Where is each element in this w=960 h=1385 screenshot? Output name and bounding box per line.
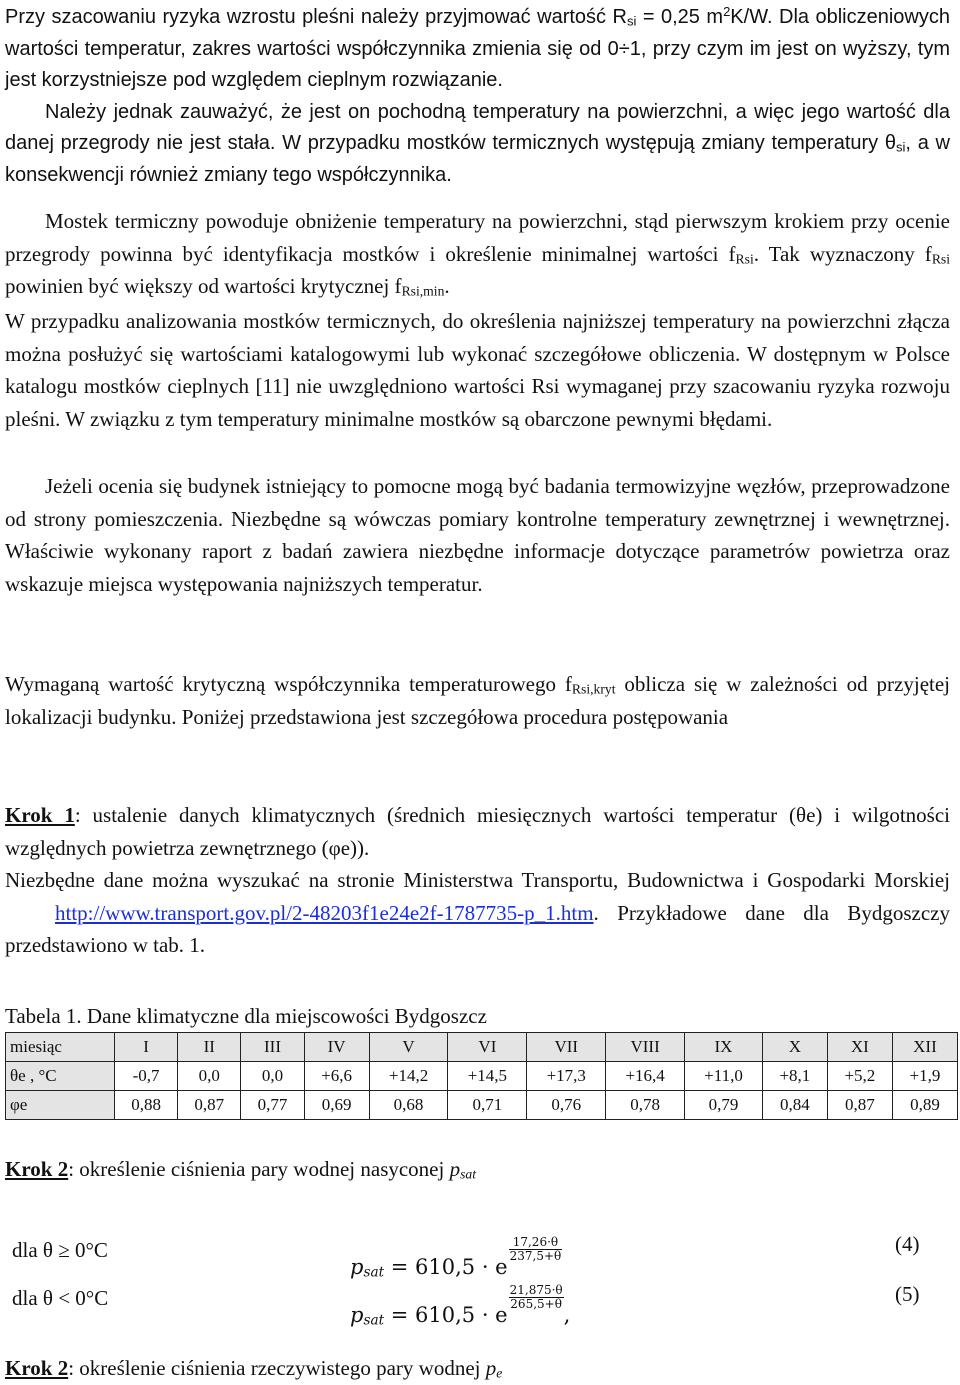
table-cell: +5,2 — [827, 1062, 892, 1091]
table-header-row — [6, 1033, 958, 1062]
table-cell: 0,87 — [827, 1091, 892, 1120]
table-cell: IX — [685, 1033, 763, 1062]
eq-lhs: p — [350, 1255, 364, 1279]
table-cell: 0,0 — [241, 1062, 304, 1091]
table-cell: +14,5 — [448, 1062, 527, 1091]
paragraph-thermal-bridge: Mostek termiczny powoduje obniżenie temperatury na powierzchni, stąd pierwszym krokiem przy ocenie przegrody powinna być identyfikacja mostków i określenie minimalnej wartości $f_{Rsi}$. Tak wyznaczony $f_{Rsi}$ powinien być większy od wartości krytycznej $f_{Rsi,min}$. — [5, 209, 951, 299]
table-cell: +14,2 — [369, 1062, 448, 1091]
table-row-label: φe — [6, 1091, 115, 1120]
paragraph-step-3: Krok 2: określenie ciśnienia rzeczywistego pary wodnej $p_e$ — [5, 1356, 503, 1381]
table-cell: VII — [527, 1033, 606, 1062]
table-row-label: miesiąc — [6, 1033, 115, 1062]
table-cell: -0,7 — [115, 1062, 178, 1091]
table-cell: IV — [304, 1033, 369, 1062]
table-row — [6, 1062, 958, 1091]
table-cell: XI — [827, 1033, 892, 1062]
paragraph-step-1: Krok 1: ustalenie danych klimatycznych (średnich miesięcznych wartości temperatur (θe) i wilgotności względnych powietrza zewnętrznego (φe)). Niezbędne dane można wyszukać na stronie Ministerstwa Transportu, Budownictwa i Gospodarki Morskiej http://www.transport.gov.pl/2-48203f1e24e2f-1787735-p_1.htm. Przykładowe dane dla Bydgoszczy przedstawiono w tab. 1. — [5, 803, 950, 958]
step-1-label: Krok 1 — [5, 803, 75, 827]
ministry-data-link[interactable]: http://www.transport.gov.pl/2-48203f1e24e2f-1787735-p_1.htm — [55, 900, 594, 925]
eq-exp-denominator: 265,5+θ — [510, 1297, 562, 1311]
equation-number: (5) — [895, 1282, 920, 1306]
table-cell: 0,76 — [527, 1091, 606, 1120]
table-caption: Tabela 1. Dane klimatyczne dla miejscowości Bydgoszcz — [5, 1004, 487, 1028]
equation-number: (4) — [895, 1232, 920, 1256]
table-cell: 0,0 — [178, 1062, 241, 1091]
table-cell: III — [241, 1033, 304, 1062]
paragraph-critical-factor: Wymaganą wartość krytyczną współczynnika temperaturowego $f_{Rsi,kryt}$ oblicza się w zależności od przyjętej lokalizacji budynku. Poniżej przedstawiona jest szczegółowa procedura postępowania — [5, 672, 951, 729]
eq-rhs: = 610,5 · e — [384, 1255, 508, 1279]
table-cell: I — [115, 1033, 178, 1062]
table-cell: +8,1 — [762, 1062, 827, 1091]
table-cell: +11,0 — [685, 1062, 763, 1091]
table-cell: +1,9 — [892, 1062, 957, 1091]
table-row-label: θe , °C — [6, 1062, 115, 1091]
equation-formula — [350, 1236, 562, 1279]
eq-exponent — [509, 1236, 563, 1263]
table-row — [6, 1091, 958, 1120]
paragraph-mold-risk: Przy szacowaniu ryzyka wzrostu pleśni należy przyjmować wartość $R_{si} = 0,25$ $m^2K/W$. Dla obliczeniowych wartości temperatur, zakres wartości współczynnika zmienia się od 0÷1, przy czym im jest on wyższy, tym jest korzystniejsze pod względem cieplnym rozwiązanie. Należy jednak zauważyć, że jest on pochodną temperatury na powierzchni, a więc jego wartość dla danej przegrody nie jest stała. W przypadku mostków termicznych występują zmiany temperatury $\theta_{si}$, a w konsekwencji również zmiany tego współczynnika. — [5, 3, 950, 186]
eq-exp-numerator: 17,26·θ — [509, 1236, 563, 1250]
table-cell: V — [369, 1033, 448, 1062]
table-cell: VI — [448, 1033, 527, 1062]
table-cell: VIII — [606, 1033, 685, 1062]
eq-tail: , — [563, 1303, 571, 1327]
equation-condition: dla θ < 0°C — [12, 1286, 109, 1310]
eq-lhs-sub: sat — [363, 1264, 385, 1281]
step-3-label: Krok 2 — [5, 1356, 69, 1380]
eq-exp-numerator: 21,875·θ — [509, 1283, 563, 1297]
table-cell: II — [178, 1033, 241, 1062]
table-cell: 0,88 — [115, 1091, 178, 1120]
table-cell: +17,3 — [527, 1062, 606, 1091]
table-cell: XII — [892, 1033, 957, 1062]
eq-exponent — [509, 1284, 564, 1311]
eq-lhs-sub: sat — [363, 1312, 385, 1329]
table-cell: 0,68 — [369, 1091, 448, 1120]
table-cell: 0,78 — [606, 1091, 685, 1120]
table-cell: 0,69 — [304, 1091, 369, 1120]
paragraph-thermography: Jeżeli ocenia się budynek istniejący to pomocne mogą być badania termowizyjne węzłów, przeprowadzone od strony pomieszczenia. Niezbędne są wówczas pomiary kontrolne temperatury zewnętrznej i wewnętrznej. Właściwie wykonany raport z badań zawiera niezbędne informacje dotyczące parametrów powietrza oraz wskazuje miejsca występowania najniższych temperatur. — [5, 474, 950, 596]
climate-data-table — [5, 1032, 958, 1120]
table-cell: 0,84 — [762, 1091, 827, 1120]
eq-exp-denominator: 237,5+θ — [509, 1249, 562, 1263]
table-cell: +16,4 — [606, 1062, 685, 1091]
eq-rhs: = 610,5 · e — [384, 1303, 508, 1327]
equation-condition: dla θ ≥ 0°C — [12, 1238, 108, 1262]
paragraph-catalog-values: W przypadku analizowania mostków termicznych, do określenia najniższej temperatury na powierzchni złącza można posłużyć się wartościami katalogowymi lub wykonać szczegółowe obliczenia. W dostępnym w Polsce katalogu mostków cieplnych [11] nie uwzględniono wartości Rsi wymaganej przy szacowaniu ryzyka rozwoju pleśni. W związku z tym temperatury minimalne mostków są obarczone pewnymi błędami. — [5, 309, 950, 431]
table-cell: 0,87 — [178, 1091, 241, 1120]
eq-lhs: p — [350, 1303, 364, 1327]
table-cell: 0,77 — [241, 1091, 304, 1120]
table-cell: X — [762, 1033, 827, 1062]
equation-formula — [350, 1284, 570, 1327]
table-cell: +6,6 — [304, 1062, 369, 1091]
table-cell: 0,71 — [448, 1091, 527, 1120]
paragraph-step-2: Krok 2: określenie ciśnienia pary wodnej nasyconej $p_{sat}$ — [5, 1157, 477, 1182]
step-2-label: Krok 2 — [5, 1157, 69, 1181]
table-cell: 0,79 — [685, 1091, 763, 1120]
table-cell: 0,89 — [892, 1091, 957, 1120]
